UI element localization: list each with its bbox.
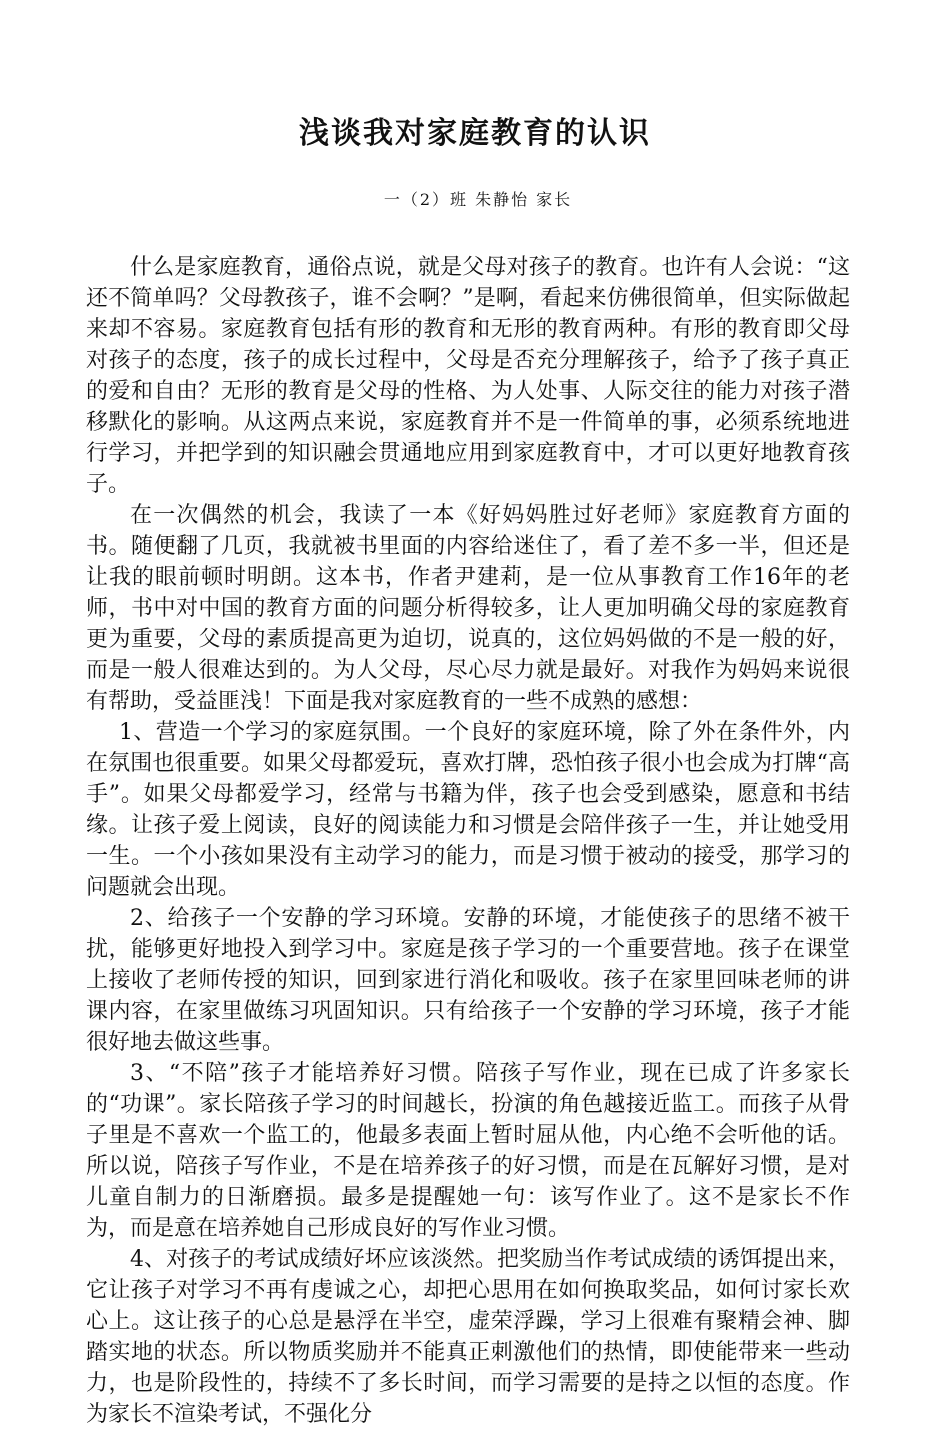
paragraph-book: 在一次偶然的机会，我读了一本《好妈妈胜过好老师》家庭教育方面的书。随便翻了几页，我就被书里面的内容给迷住了，看了差不多一半，但还是让我的眼前顿时明朗。这本书，作者尹建莉，是一位从事教育工作16年的老师，书中对中国的教育方面的问题分析得较多，让人更加明确父母的家庭教育更为重要，父母的素质提高更为迫切，说真的，这位妈妈做的不是一般的好，而是一般人很难达到的。为人父母，尽心尽力就是最好。对我作为妈妈来说很有帮助，受益匪浅！下面是我对家庭教育的一些不成熟的感想： — [86, 503, 850, 714]
paragraph-intro: 什么是家庭教育，通俗点说，就是父母对孩子的教育。也许有人会说：“这还不简单吗？父母教孩子，谁不会啊？”是啊，看起来仿佛很简单，但实际做起来却不容易。家庭教育包括有形的教育和无形的教育两种。有形的教育即父母对孩子的态度，孩子的成长过程中，父母是否充分理解孩子，给予了孩子真正的爱和自由？无形的教育是父母的性格、为人处事、人际交往的能力对孩子潜移默化的影响。从这两点来说，家庭教育并不是一件简单的事，必须系统地进行学习，并把学到的知识融会贯通地应用到家庭教育中，才可以更好地教育孩子。 — [86, 255, 850, 497]
document-author-line: 一（2）班 朱静怡 家长 — [383, 190, 573, 209]
document-title: 浅谈我对家庭教育的认识 — [299, 116, 651, 151]
paragraph-point-1: 1、营造一个学习的家庭氛围。一个良好的家庭环境，除了外在条件外，内在氛围也很重要。如果父母都爱玩，喜欢打牌，恐怕孩子很小也会成为打牌“高手”。如果父母都爱学习，经常与书籍为伴，孩子也会受到感染，愿意和书结缘。让孩子爱上阅读，良好的阅读能力和习惯是会陪伴孩子一生，并让她受用一生。一个小孩如果没有主动学习的能力，而是习惯于被动的接受，那学习的问题就会出现。 — [86, 720, 850, 900]
document-body — [86, 252, 850, 1427]
paragraph-point-4: 4、对孩子的考试成绩好坏应该淡然。把奖励当作考试成绩的诱饵提出来，它让孩子对学习不再有虔诚之心，却把心思用在如何换取奖品，如何讨家长欢心上。这让孩子的心总是悬浮在半空，虚荣浮躁，学习上很难有聚精会神、脚踏实地的状态。所以物质奖励并不能真正刺激他们的热情，即使能带来一些动力，也是阶段性的，持续不了多长时间，而学习需要的是持之以恒的态度。作为家长不渲染考试，不强化分 — [86, 1247, 850, 1427]
paragraph-point-3: 3、“不陪”孩子才能培养好习惯。陪孩子写作业，现在已成了许多家长的“功课”。家长陪孩子学习的时间越长，扮演的角色越接近监工。而孩子从骨子里是不喜欢一个监工的，他最多表面上暂时屈从他，内心绝不会听他的话。所以说，陪孩子写作业，不是在培养孩子的好习惯，而是在瓦解好习惯，是对儿童自制力的日渐磨损。最多是提醒她一句：该写作业了。这不是家长不作为，而是意在培养她自己形成良好的写作业习惯。 — [86, 1061, 850, 1241]
paragraph-point-2: 2、给孩子一个安静的学习环境。安静的环境，才能使孩子的思绪不被干扰，能够更好地投入到学习中。家庭是孩子学习的一个重要营地。孩子在课堂上接收了老师传授的知识，回到家进行消化和吸收。孩子在家里回味老师的讲课内容，在家里做练习巩固知识。只有给孩子一个安静的学习环境，孩子才能很好地去做这些事。 — [86, 906, 850, 1055]
